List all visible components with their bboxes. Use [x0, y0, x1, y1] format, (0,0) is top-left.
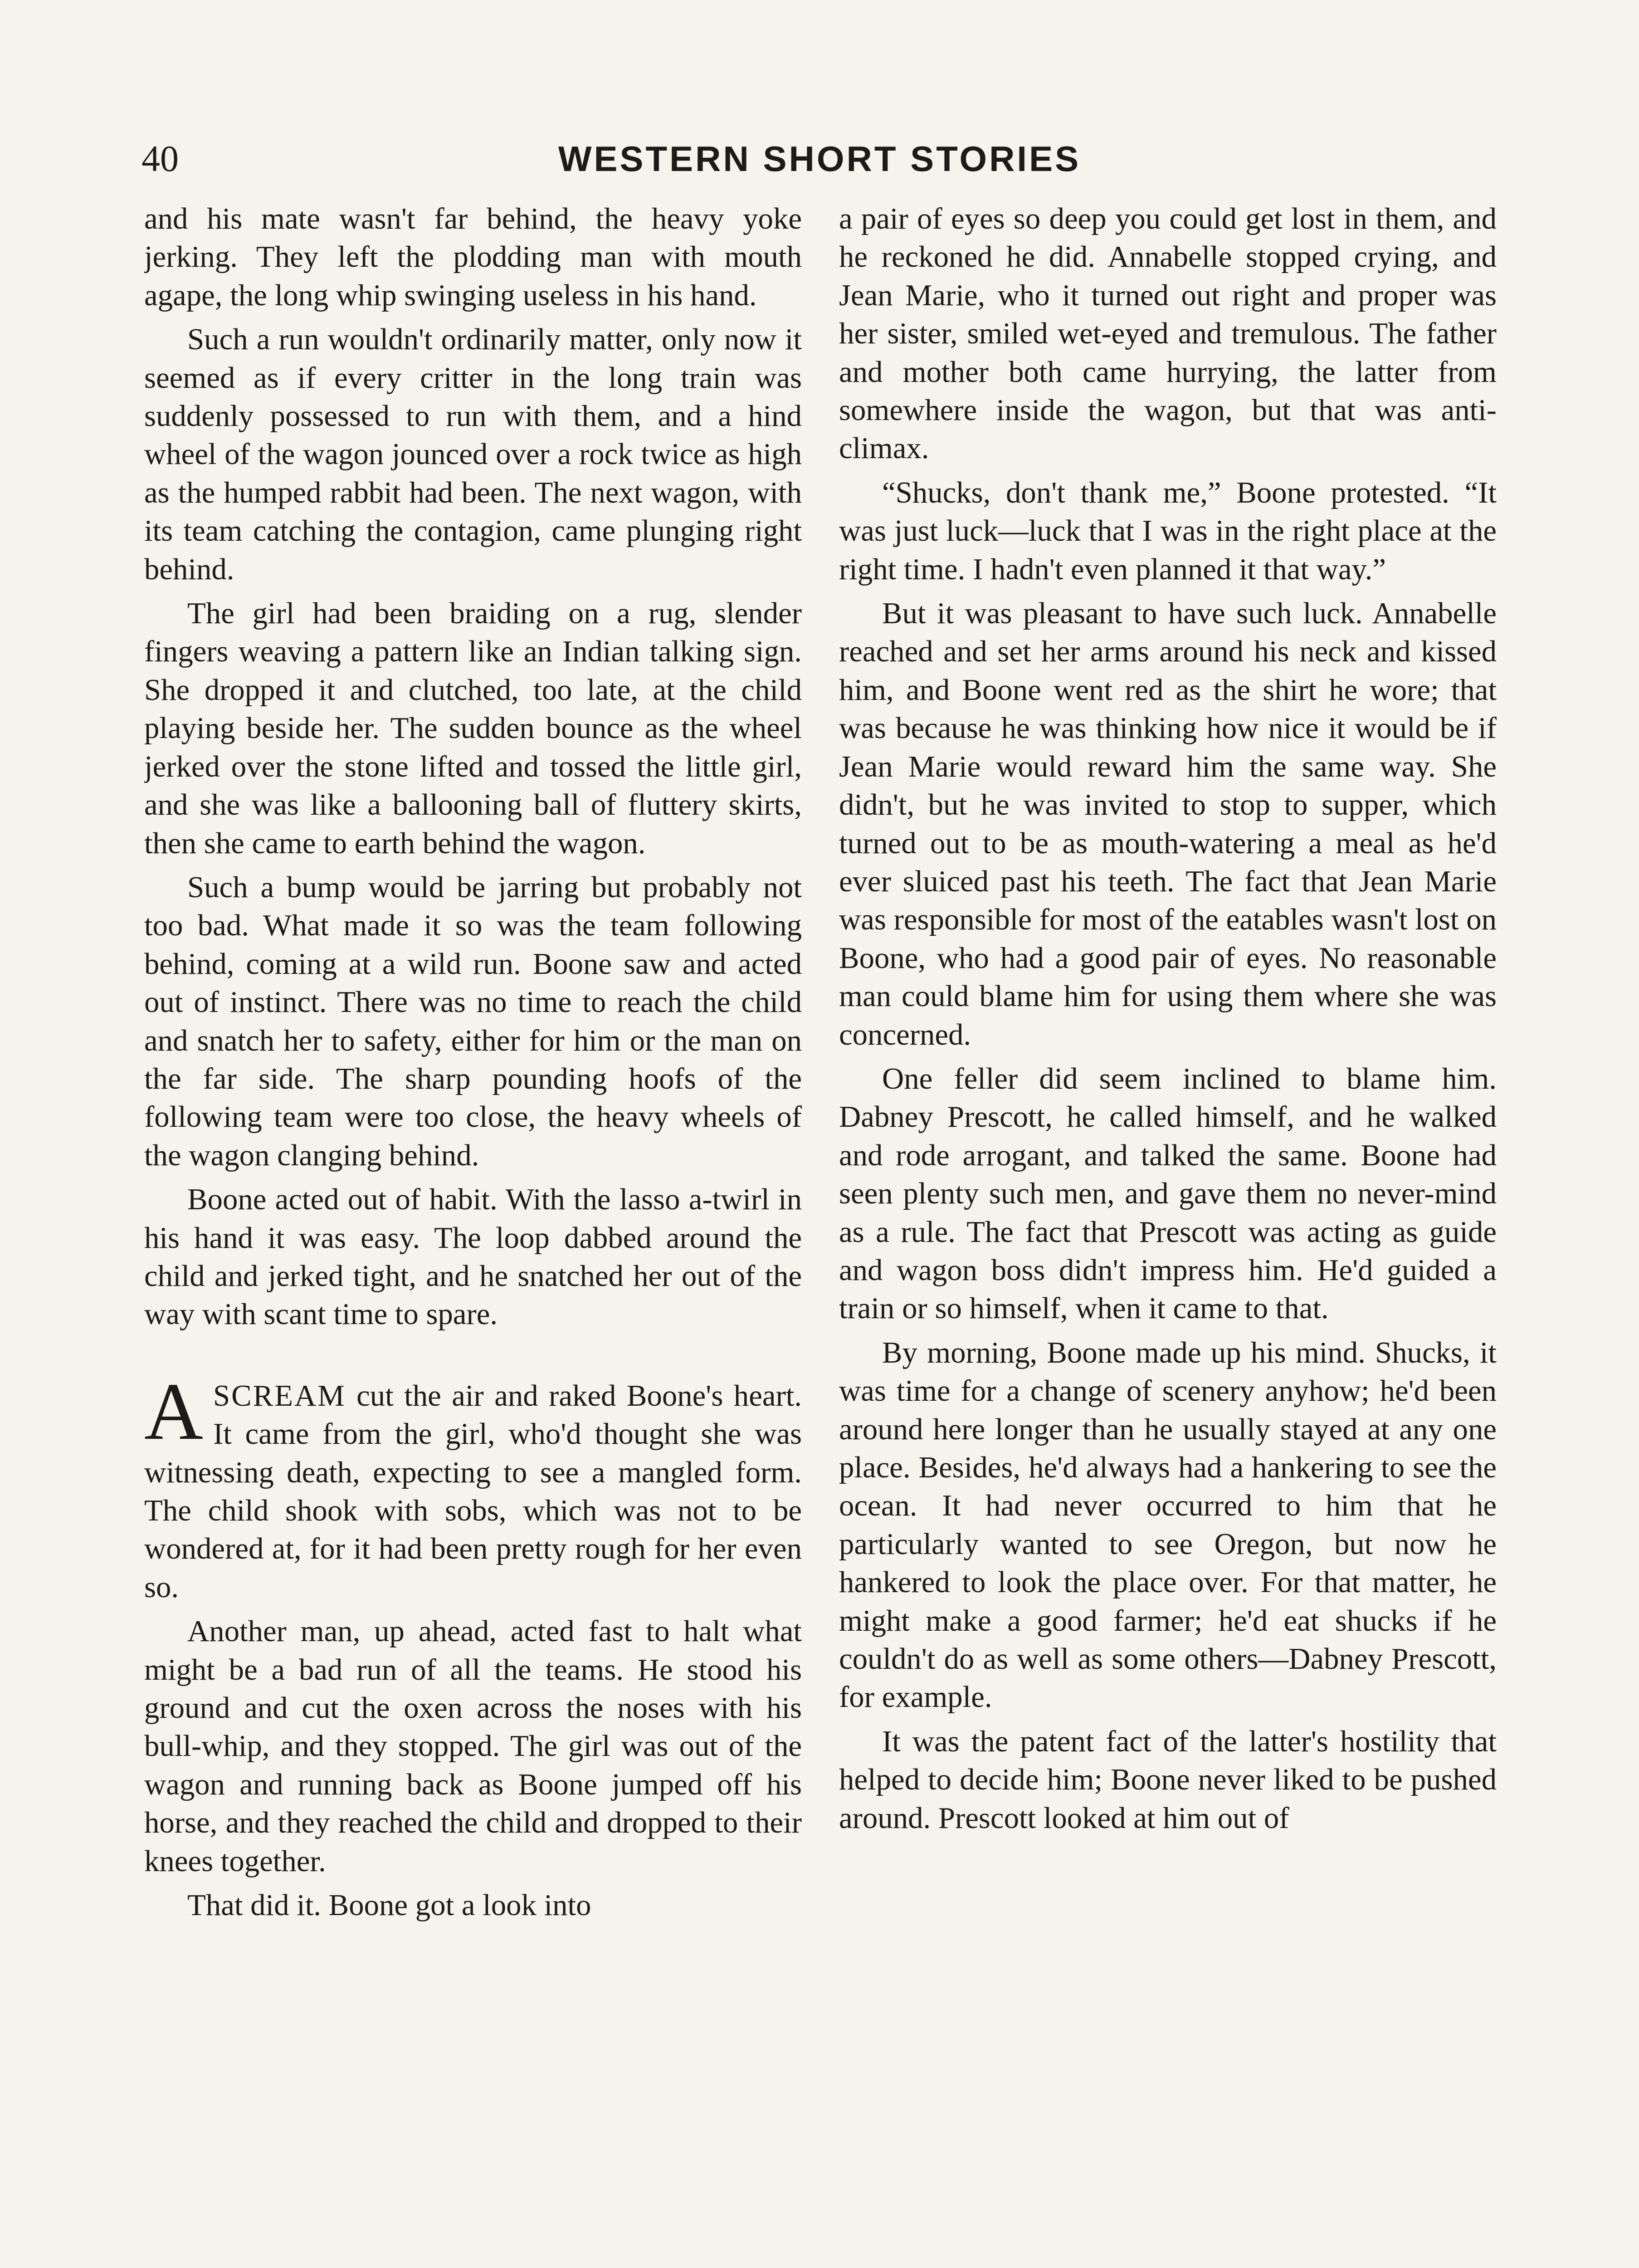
paragraph: It was the patent fact of the latter's hostility that helped to decide him; Boone never liked to be pushed around. Prescott looked at him out of	[839, 1724, 1497, 1835]
paragraph: The girl had been braiding on a rug, slender fingers weaving a pattern like an Indian talking sign. She dropped it and clutched, too late, at the child playing beside her. The sudden bounce as the wheel jerked over the stone lifted and tossed the little girl, and she was like a ballooning ball of fluttery skirts, then she came to earth behind the wagon.	[144, 596, 802, 860]
drop-cap: A	[144, 1366, 203, 1457]
section-lead-word: SCREAM	[213, 1378, 346, 1413]
running-title: WESTERN SHORT STORIES	[558, 139, 1081, 179]
left-column	[144, 200, 802, 2268]
paragraph: “Shucks, don't thank me,” Boone protested. “It was just luck—luck that I was in the right place at the right time. I hadn't even planned it that way.”	[839, 475, 1497, 586]
paragraph: One feller did seem inclined to blame him. Dabney Prescott, he called himself, and he walked and rode arrogant, and talked the same. Boone had seen plenty such men, and gave them no never-mind as a rule. The fact that Prescott was acting as guide and wagon boss didn't impress him. He'd guided a train or so himself, when it came to that.	[839, 1061, 1497, 1325]
paragraph: But it was pleasant to have such luck. Annabelle reached and set her arms around his neck and kissed him, and Boone went red as the shirt he wore; that was because he was thinking how nice it would be if Jean Marie would reward him the same way. She didn't, but he was invited to stop to supper, which turned out to be as mouth-watering a meal as he'd ever sluiced past his teeth. The fact that Jean Marie was responsible for most of the eatables wasn't lost on Boone, who had a good pair of eyes. No reasonable man could blame him for using them where she was concerned.	[839, 596, 1497, 1051]
section-opening-paragraph	[144, 1366, 802, 1606]
paragraph: and his mate wasn't far behind, the heavy yoke jerking. They left the plodding man with mouth agape, the long whip swinging useless in his hand.	[144, 202, 802, 312]
right-column	[839, 200, 1497, 2268]
paragraph: Boone acted out of habit. With the lasso a-twirl in his hand it was easy. The loop dabbed around the child and jerked tight, and he snatched her out of the way with scant time to spare.	[144, 1183, 802, 1331]
page-header	[141, 132, 1498, 186]
page-number: 40	[141, 138, 179, 179]
paragraph: Such a run wouldn't ordinarily matter, only now it seemed as if every critter in the long train was suddenly possessed to run with them, and a hind wheel of the wagon jounced over a rock twice as high as the humped rabbit had been. The next wagon, with its team catching the contagion, came plunging right behind.	[144, 323, 802, 586]
paragraph: Another man, up ahead, acted fast to halt what might be a bad run of all the teams. He stood his ground and cut the oxen across the noses with his bull-whip, and they stopped. The girl was out of the wagon and running back as Boone jumped off his horse, and they reached the child and dropped to their knees together.	[144, 1614, 802, 1878]
paragraph: By morning, Boone made up his mind. Shucks, it was time for a change of scenery anyhow; he'd been around here longer than he usually stayed at any one place. Besides, he'd always had a hankering to see the ocean. It had never occurred to him that he particularly wanted to see Oregon, but now he hankered to look the place over. For that matter, he might make a good farmer; he'd eat shucks if he couldn't do as well as some others—Dabney Prescott, for example.	[839, 1335, 1497, 1714]
paragraph: a pair of eyes so deep you could get lost in them, and he reckoned he did. Annabelle stopped crying, and Jean Marie, who it turned out right and proper was her sister, smiled wet-eyed and tremulous. The father and mother both came hurrying, the latter from somewhere inside the wagon, but that was anti-climax.	[839, 202, 1497, 465]
section-paragraph-text: cut the air and raked Boone's heart. It came from the girl, who'd thought she was witnessing death, expecting to see a mangled form. The child shook with sobs, which was not to be wondered at, for it had been pretty rough for her even so.	[144, 1378, 802, 1604]
paragraph: Such a bump would be jarring but probably not too bad. What made it so was the team following behind, coming at a wild run. Boone saw and acted out of instinct. There was no time to reach the child and snatch her to safety, either for him or the man on the far side. The sharp pounding hoofs of the following team were too close, the heavy wheels of the wagon clanging behind.	[144, 870, 802, 1172]
paragraph: That did it. Boone got a look into	[187, 1888, 591, 1922]
